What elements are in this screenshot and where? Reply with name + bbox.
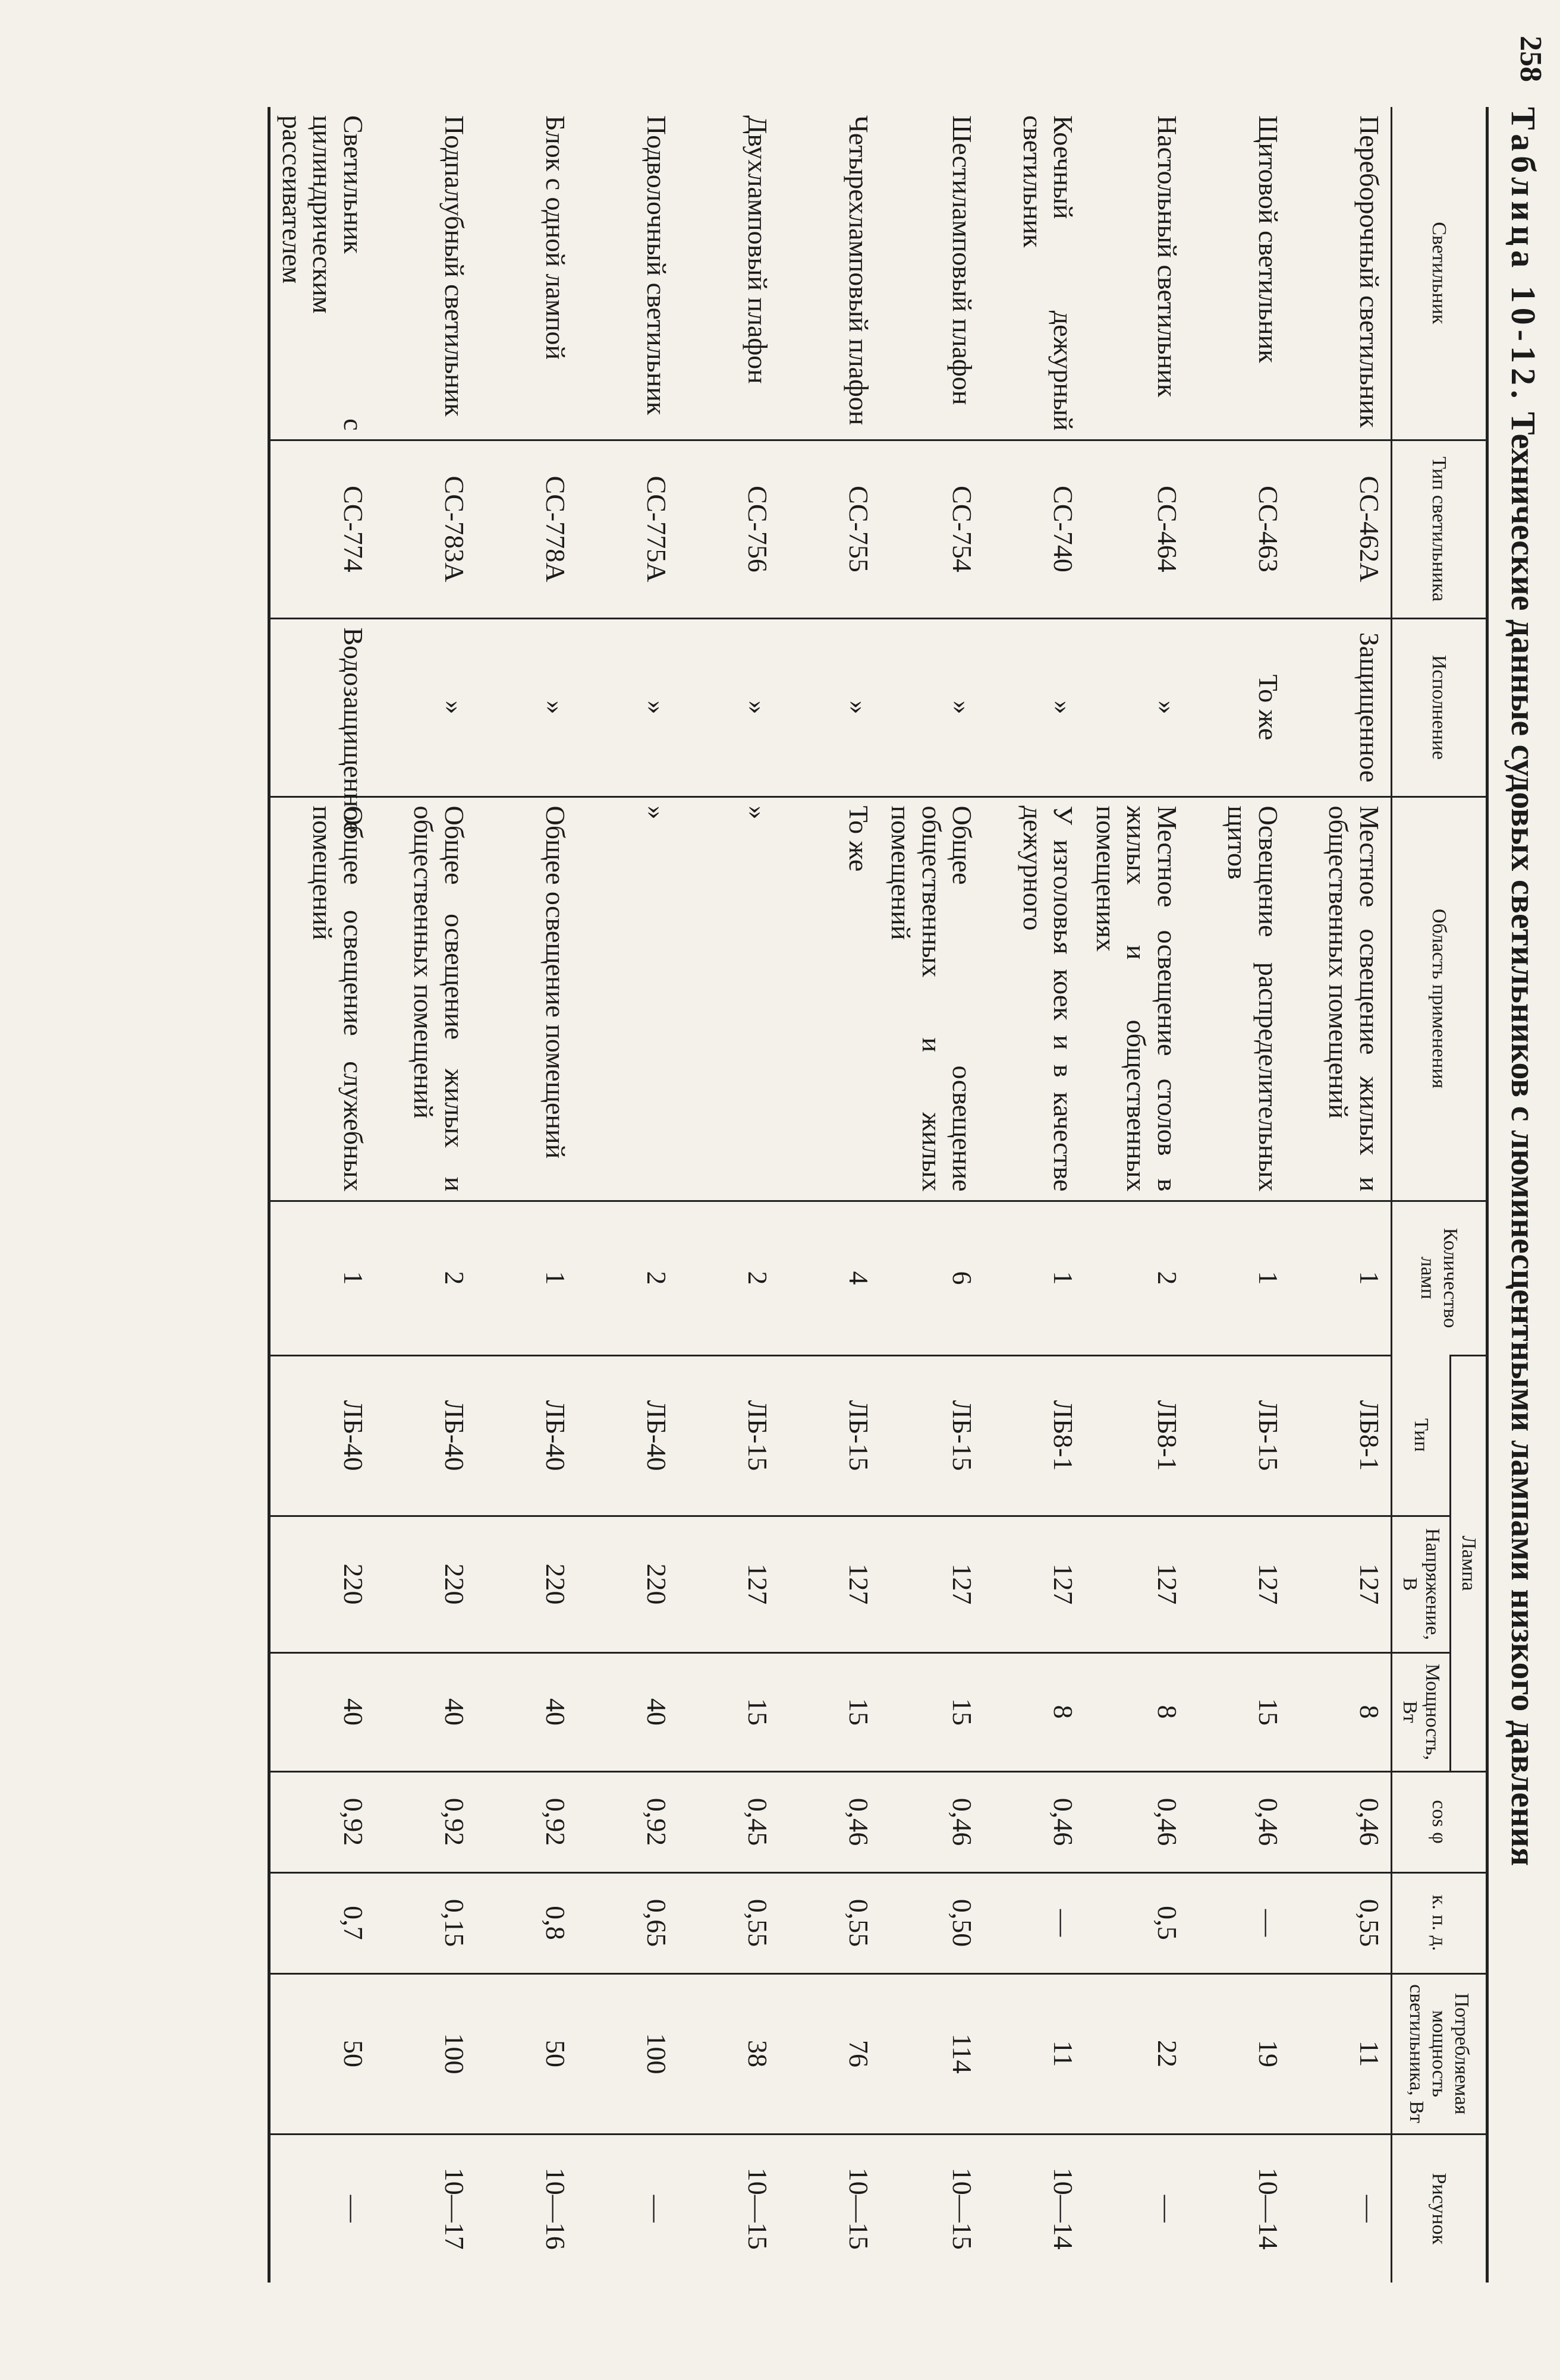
cell-cos-phi: 0,92 (269, 1771, 375, 1872)
table-row (983, 107, 1084, 2283)
cell-lamp-count: 1 (269, 1201, 375, 1355)
cell-fixture: Двухламповый плафон (742, 115, 773, 384)
cell-efficiency: 0,7 (269, 1872, 375, 1973)
cell-design: Водозащищенное (269, 618, 375, 797)
cell-fixture-type: СС-464 (1084, 440, 1188, 618)
cell-application: Общее освещение помещений (476, 797, 577, 1201)
cell-power: 8 (983, 1652, 1084, 1771)
cell-voltage: 127 (779, 1516, 880, 1652)
cell-design: » (983, 618, 1084, 797)
cell-efficiency: 0,15 (375, 1872, 476, 1973)
table-title-prefix: Таблица 10-12. (1504, 107, 1543, 404)
cell-power: 40 (476, 1652, 577, 1771)
cell-consumed-power: 76 (779, 1973, 880, 2134)
cell-fixture-type: СС-774 (269, 440, 375, 618)
header-lamp-count: Количество ламп (1392, 1201, 1487, 1355)
cell-figure: — (577, 2134, 678, 2283)
cell-fixture: Четырехламповый плафон (843, 115, 874, 426)
cell-voltage: 220 (476, 1516, 577, 1652)
cell-power: 40 (375, 1652, 476, 1771)
cell-power: 40 (269, 1652, 375, 1771)
lamp-data-table (268, 107, 1489, 2283)
cell-application: Общее освещение служебных помещений (269, 797, 375, 1201)
cell-lamp-type: ЛБ-15 (880, 1355, 984, 1516)
cell-cos-phi: 0,46 (1084, 1771, 1188, 1872)
cell-application: То же (779, 797, 880, 1201)
cell-fixture: Подпалубный светильник (439, 115, 470, 417)
cell-cos-phi: 0,92 (476, 1771, 577, 1872)
cell-design: » (577, 618, 678, 797)
cell-fixture: Блок с одной лампой (540, 115, 571, 360)
cell-fixture: Настольный светильник (1152, 115, 1182, 398)
cell-application: Освещение распределительных щитов (1188, 797, 1289, 1201)
cell-fixture: Подволочный светильник (641, 115, 672, 415)
cell-design: » (779, 618, 880, 797)
cell-lamp-count: 1 (476, 1201, 577, 1355)
header-cos-phi: cos φ (1392, 1771, 1487, 1872)
cell-consumed-power: 50 (269, 1973, 375, 2134)
cell-cos-phi: 0,92 (375, 1771, 476, 1872)
cell-fixture-type: СС-754 (880, 440, 984, 618)
table-row (1289, 107, 1392, 2283)
header-power: Мощность, Вт (1392, 1652, 1451, 1771)
cell-consumed-power: 38 (678, 1973, 779, 2134)
cell-figure: — (1289, 2134, 1392, 2283)
table-title (1504, 107, 1543, 1866)
cell-efficiency: 0,50 (880, 1872, 984, 1973)
cell-efficiency: — (1188, 1872, 1289, 1973)
cell-application: Местное освещение столов в жилых и общественных помещениях (1084, 797, 1188, 1201)
table-row (375, 107, 476, 2283)
cell-design: » (476, 618, 577, 797)
cell-fixture-type: СС-463 (1188, 440, 1289, 618)
cell-figure: 10—15 (678, 2134, 779, 2283)
cell-efficiency: 0,55 (1289, 1872, 1392, 1973)
header-consumed-power: Потребляемая мощность светильника, Вт (1392, 1973, 1487, 2134)
cell-efficiency: — (983, 1872, 1084, 1973)
cell-fixture-type: СС-783А (375, 440, 476, 618)
cell-power: 15 (1188, 1652, 1289, 1771)
cell-design: » (375, 618, 476, 797)
cell-power: 15 (678, 1652, 779, 1771)
cell-application: У изголовья коек и в качестве дежурного (983, 797, 1084, 1201)
cell-fixture-type: СС-778А (476, 440, 577, 618)
cell-consumed-power: 100 (375, 1973, 476, 2134)
cell-cos-phi: 0,46 (779, 1771, 880, 1872)
cell-lamp-type: ЛБ-40 (269, 1355, 375, 1516)
cell-consumed-power: 114 (880, 1973, 984, 2134)
cell-lamp-count: 2 (375, 1201, 476, 1355)
rotated-page (62, 0, 1560, 2261)
cell-application: Местное освещение жилых и общественных помещений (1289, 797, 1392, 1201)
cell-lamp-count: 1 (983, 1201, 1084, 1355)
cell-lamp-count: 6 (880, 1201, 984, 1355)
cell-fixture-type: СС-462А (1289, 440, 1392, 618)
cell-lamp-type: ЛБ-40 (577, 1355, 678, 1516)
cell-figure: 10—17 (375, 2134, 476, 2283)
cell-voltage: 220 (577, 1516, 678, 1652)
cell-fixture: Шестиламповый плафон (947, 115, 978, 405)
table-row (1084, 107, 1188, 2283)
cell-application: Общее освещение общественных и жилых помещений (880, 797, 984, 1201)
cell-design: То же (1188, 618, 1289, 797)
cell-power: 15 (779, 1652, 880, 1771)
cell-lamp-type: ЛБ8-1 (983, 1355, 1084, 1516)
cell-figure: — (1084, 2134, 1188, 2283)
cell-figure: 10—14 (983, 2134, 1084, 2283)
cell-voltage: 127 (1289, 1516, 1392, 1652)
cell-application: » (678, 797, 779, 1201)
cell-cos-phi: 0,46 (983, 1771, 1084, 1872)
cell-voltage: 220 (269, 1516, 375, 1652)
cell-figure: 10—15 (779, 2134, 880, 2283)
cell-consumed-power: 100 (577, 1973, 678, 2134)
cell-lamp-count: 1 (1289, 1201, 1392, 1355)
cell-voltage: 127 (1188, 1516, 1289, 1652)
cell-fixture-type: СС-756 (678, 440, 779, 618)
cell-lamp-type: ЛБ-40 (476, 1355, 577, 1516)
cell-design: » (1084, 618, 1188, 797)
cell-voltage: 220 (375, 1516, 476, 1652)
cell-consumed-power: 11 (1289, 1973, 1392, 2134)
table-row (678, 107, 779, 2283)
cell-voltage: 127 (1084, 1516, 1188, 1652)
header-fixture-type: Тип светильника (1392, 440, 1487, 618)
cell-figure: 10—14 (1188, 2134, 1289, 2283)
table-row (779, 107, 880, 2283)
cell-efficiency: 0,5 (1084, 1872, 1188, 1973)
cell-voltage: 127 (983, 1516, 1084, 1652)
cell-fixture-type: СС-740 (983, 440, 1084, 618)
cell-fixture: Коечный дежурный светильник (1017, 115, 1079, 431)
cell-power: 15 (880, 1652, 984, 1771)
cell-application: Общее освещение жилых и общественных помещений (375, 797, 476, 1201)
cell-efficiency: 0,55 (779, 1872, 880, 1973)
header-figure: Рисунок (1392, 2134, 1487, 2283)
cell-consumed-power: 11 (983, 1973, 1084, 2134)
cell-lamp-count: 2 (577, 1201, 678, 1355)
cell-lamp-type: ЛБ-15 (779, 1355, 880, 1516)
header-lamp-type: Тип (1392, 1355, 1451, 1516)
cell-figure: — (269, 2134, 375, 2283)
cell-design: » (880, 618, 984, 797)
cell-lamp-type: ЛБ-40 (375, 1355, 476, 1516)
cell-fixture-type: СС-775А (577, 440, 678, 618)
cell-cos-phi: 0,46 (1188, 1771, 1289, 1872)
cell-power: 8 (1084, 1652, 1188, 1771)
cell-efficiency: 0,65 (577, 1872, 678, 1973)
cell-consumed-power: 19 (1188, 1973, 1289, 2134)
cell-lamp-count: 1 (1188, 1201, 1289, 1355)
cell-cos-phi: 0,45 (678, 1771, 779, 1872)
cell-consumed-power: 50 (476, 1973, 577, 2134)
cell-design: Защищенное (1289, 618, 1392, 797)
cell-lamp-type: ЛБ8-1 (1084, 1355, 1188, 1516)
cell-cos-phi: 0,46 (880, 1771, 984, 1872)
cell-design: » (678, 618, 779, 797)
cell-efficiency: 0,8 (476, 1872, 577, 1973)
cell-cos-phi: 0,92 (577, 1771, 678, 1872)
cell-lamp-type: ЛБ-15 (1188, 1355, 1289, 1516)
header-voltage: Напряжение, В (1392, 1516, 1451, 1652)
table-row (577, 107, 678, 2283)
cell-figure: 10—16 (476, 2134, 577, 2283)
cell-figure: 10—15 (880, 2134, 984, 2283)
header-application: Область применения (1392, 797, 1487, 1201)
cell-voltage: 127 (880, 1516, 984, 1652)
cell-fixture: Светильник с цилиндрическим рассеивателем (269, 107, 375, 440)
cell-fixture: Щитовой светильник (1253, 115, 1284, 363)
cell-consumed-power: 22 (1084, 1973, 1188, 2134)
cell-power: 8 (1289, 1652, 1392, 1771)
table-body (269, 107, 1392, 2283)
header-design: Исполнение (1392, 618, 1487, 797)
page-number: 258 (1514, 36, 1548, 82)
cell-cos-phi: 0,46 (1289, 1771, 1392, 1872)
cell-fixture: Переборочный светильник (1354, 115, 1385, 428)
table-row (1188, 107, 1289, 2283)
cell-power: 40 (577, 1652, 678, 1771)
cell-lamp-type: ЛБ-15 (678, 1355, 779, 1516)
table-row (476, 107, 577, 2283)
table-row (880, 107, 984, 2283)
header-fixture: Светильник (1392, 107, 1487, 440)
cell-lamp-count: 2 (678, 1201, 779, 1355)
table-title-text: Технические данные судовых светильников с люминесцентными лампами низкого давления (1504, 412, 1543, 1866)
header-lamp-group: Лампа (1451, 1355, 1487, 1771)
header-efficiency: к. п. д. (1392, 1872, 1487, 1973)
cell-fixture-type: СС-755 (779, 440, 880, 618)
cell-lamp-count: 4 (779, 1201, 880, 1355)
cell-efficiency: 0,55 (678, 1872, 779, 1973)
cell-lamp-type: ЛБ8-1 (1289, 1355, 1392, 1516)
cell-application: » (577, 797, 678, 1201)
cell-lamp-count: 2 (1084, 1201, 1188, 1355)
table-row (269, 107, 375, 2283)
cell-voltage: 127 (678, 1516, 779, 1652)
